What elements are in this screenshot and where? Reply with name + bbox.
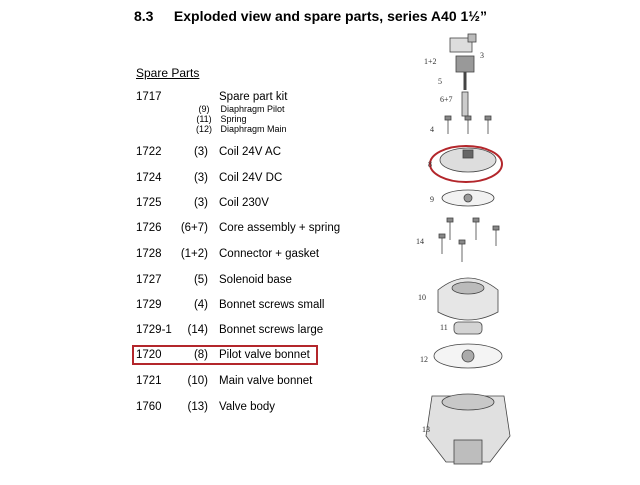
part-desc: Bonnet screws large (219, 324, 324, 336)
part-qty: (8) (193, 349, 208, 361)
kit-item-qty: (9) (198, 104, 210, 114)
part-code: 1728 (136, 248, 162, 260)
kit-item-qty: (11) (196, 114, 212, 124)
part-qty: (3) (193, 146, 208, 158)
main-bonnet-top (452, 282, 484, 294)
kit-item-name: Diaphragm Main (220, 124, 287, 134)
kit-item-name: Spring (220, 114, 247, 124)
label-14: 14 (416, 237, 424, 246)
kit-item (190, 104, 285, 114)
part-qty: (10) (187, 375, 208, 387)
pilot-bonnet-stem (463, 150, 473, 158)
coil-part (456, 56, 474, 72)
core-part (462, 92, 468, 116)
part-desc: Valve body (219, 401, 276, 413)
part-code: 1722 (136, 146, 162, 158)
section-number: 8.3 (134, 8, 154, 24)
label-3: 3 (480, 51, 484, 60)
part-qty: (6+7) (180, 222, 208, 234)
part-desc: Spare part kit (219, 91, 288, 103)
part-code: 1729-1 (136, 324, 172, 336)
kit-item-name: Diaphragm Pilot (220, 104, 285, 114)
part-code: 1726 (136, 222, 162, 234)
part-qty: (5) (193, 274, 208, 286)
part-code: 1724 (136, 172, 162, 184)
label-12: 12 (420, 355, 428, 364)
part-code: 1725 (136, 197, 162, 209)
part-desc: Coil 24V DC (219, 172, 283, 184)
part-desc: Solenoid base (219, 274, 292, 286)
part-qty: (13) (187, 401, 208, 413)
part-desc: Main valve bonnet (219, 375, 313, 387)
small-screws (445, 116, 491, 134)
part-code: 1760 (136, 401, 162, 413)
part-desc: Pilot valve bonnet (219, 349, 310, 361)
part-qty: (14) (187, 324, 208, 336)
label-1-2: 1+2 (424, 57, 437, 66)
valve-body-outlet (454, 440, 482, 464)
label-4: 4 (430, 125, 434, 134)
part-desc: Core assembly + spring (219, 222, 341, 234)
part-code: 1717 (136, 91, 162, 103)
part-code: 1727 (136, 274, 162, 286)
kit-item-qty: (12) (195, 124, 212, 134)
large-screws (439, 218, 499, 262)
part-qty: (3) (193, 197, 208, 209)
exploded-view-drawing (410, 30, 520, 480)
kit-item (190, 114, 247, 124)
label-11: 11 (440, 323, 448, 332)
highlight-box-pilot-bonnet (132, 345, 318, 365)
part-code: 1721 (136, 375, 162, 387)
label-13: 13 (422, 425, 430, 434)
label-10: 10 (418, 293, 426, 302)
part-code: 1729 (136, 299, 162, 311)
label-5: 5 (438, 77, 442, 86)
pilot-diaphragm-center (464, 194, 472, 202)
label-9: 9 (430, 195, 434, 204)
label-6-7: 6+7 (440, 95, 453, 104)
part-desc: Coil 24V AC (219, 146, 282, 158)
part-desc: Connector + gasket (219, 248, 320, 260)
section-title: Exploded view and spare parts, series A40 1½” (173, 8, 487, 24)
valve-body-port (442, 394, 494, 410)
spring-part (454, 322, 482, 334)
label-8: 8 (428, 160, 432, 169)
part-qty: (4) (193, 299, 208, 311)
part-qty: (3) (193, 172, 208, 184)
exploded-view-svg (410, 30, 520, 480)
main-diaphragm-center (462, 350, 474, 362)
part-code: 1720 (136, 349, 162, 361)
connector-cap (468, 34, 476, 42)
part-qty: (1+2) (180, 248, 208, 260)
kit-item (190, 124, 287, 134)
section-heading (134, 8, 487, 24)
part-desc: Coil 230V (219, 197, 269, 209)
part-desc: Bonnet screws small (219, 299, 325, 311)
spare-parts-title: Spare Parts (136, 66, 200, 80)
